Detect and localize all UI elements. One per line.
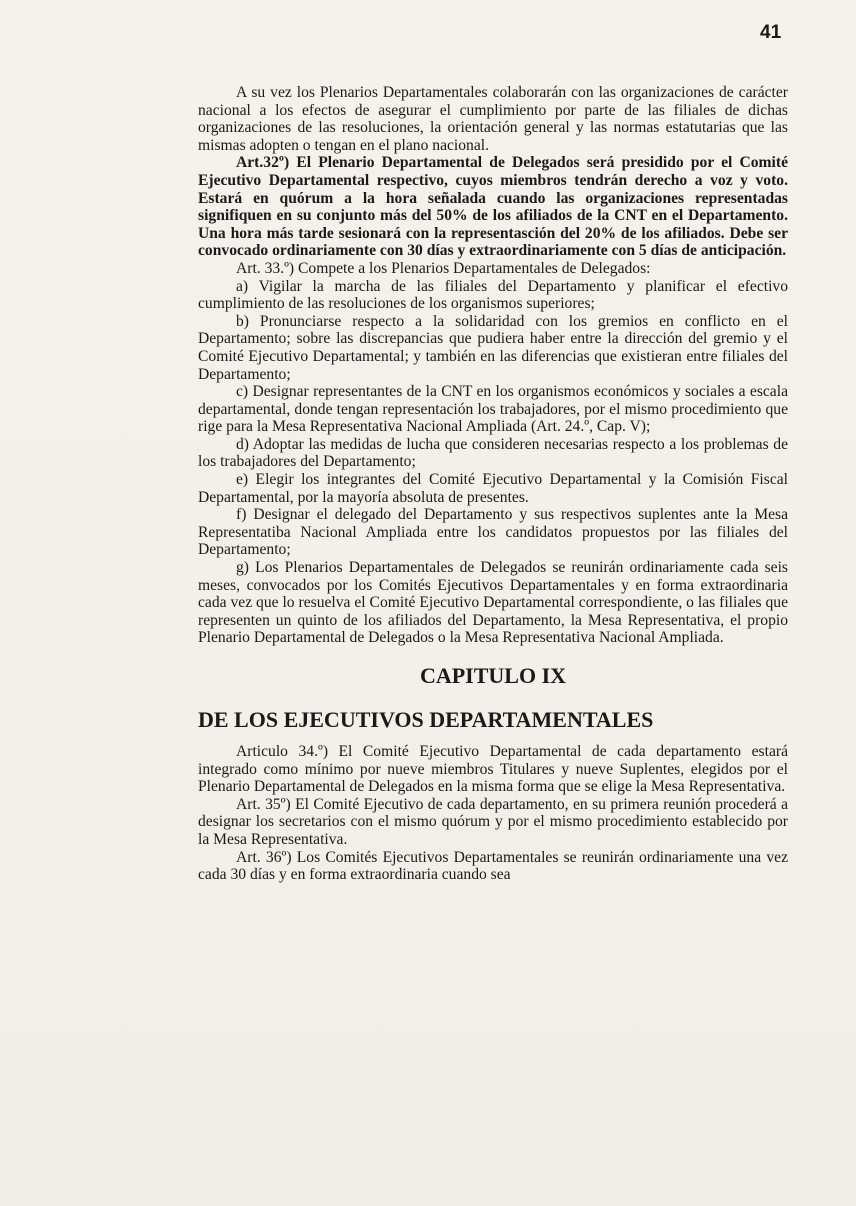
paragraph-plenarios-colaboracion: A su vez los Plenarios Departamentales colaborarán con las organizaciones de carácter nacional a los efectos de asegurar el cumplimiento por parte de las filiales de dichas organizaciones de las resoluciones, la orientación general y las normas estatutarias que las mismas adopten o tengan en el plano nacional. bbox=[198, 84, 788, 154]
article-33-item-b: b) Pronunciarse respecto a la solidaridad con los gremios en conflicto en el Departamento; sobre las discrepancias que pudiera haber entre la dirección del gremio y el Comité Ejecutivo Departamental; y también en las diferencias que existieran entre filiales del Departamento; bbox=[198, 312, 788, 383]
article-34: Articulo 34.º) El Comité Ejecutivo Departamental de cada departamento estará integrado como mínimo por nueve miembros Titulares y nueve Suplentes, elegidos por el Plenario Departamental de Delegados en la misma forma que se elige la Mesa Representativa. bbox=[198, 743, 788, 796]
article-36: Art. 36º) Los Comités Ejecutivos Departamentales se reunirán ordinariamente una vez cada 30 días y en forma extraordinaria cuando sea bbox=[198, 848, 788, 884]
chapter-title: DE LOS EJECUTIVOS DEPARTAMENTALES bbox=[198, 707, 654, 732]
chapter-number: CAPITULO IX bbox=[419, 663, 567, 688]
article-33-item-g: g) Los Plenarios Departamentales de Delegados se reunirán ordinariamente cada seis meses, convocados por los Comités Ejecutivos Departamentales y en forma extraordinaria cada vez que lo resuelva el Comité Ejecutivo Departamental correspondiente, o las filiales que representen un quinto de los afiliados del Departamento, la Mesa Representativa, el propio Plenario Departamental de Delegados o la Mesa Representativa Nacional Ampliada. bbox=[198, 559, 788, 647]
article-33-intro: Art. 33.º) Compete a los Plenarios Departamentales de Delegados: bbox=[236, 259, 651, 277]
article-33-item-d: d) Adoptar las medidas de lucha que consideren necesarias respecto a los problemas de los trabajadores del Departamento; bbox=[198, 435, 788, 471]
article-33-item-a: a) Vigilar la marcha de las filiales del Departamento y planificar el efectivo cumplimiento de las resoluciones de los organismos superiores; bbox=[198, 277, 788, 313]
page-body bbox=[198, 84, 788, 884]
article-33-item-f: f) Designar el delegado del Departamento y sus respectivos suplentes ante la Mesa Representatiba Nacional Ampliada entre los candidatos propuestos por las filiales del Departamento; bbox=[198, 506, 788, 559]
article-33-item-c: c) Designar representantes de la CNT en los organismos económicos y sociales a escala departamental, donde tengan representación los trabajadores, por el mismo procedimiento que rige para la Mesa Representativa Nacional Ampliada (Art. 24.º, Cap. V); bbox=[198, 383, 788, 436]
article-35: Art. 35º) El Comité Ejecutivo de cada departamento, en su primera reunión procederá a designar los secretarios con el mismo quórum y por el mismo procedimiento establecido por la Mesa Representativa. bbox=[198, 795, 788, 848]
article-32: Art.32º) El Plenario Departamental de Delegados será presidido por el Comité Ejecutivo Departamental respectivo, cuyos miembros tendrán derecho a voz y voto. Estará en quórum a la hora señalada cuando las organizaciones representadas signifiquen en su conjunto más del 50% de los afiliados de la CNT en el Departamento. Una hora más tarde sesionará con la representasción del 20% de los afiliados. Debe ser convocado ordinariamente con 30 días y extraordinariamente con 5 días de anticipación. bbox=[198, 154, 788, 260]
page-number: 41 bbox=[760, 22, 782, 43]
article-33-item-e: e) Elegir los integrantes del Comité Ejecutivo Departamental y la Comisión Fiscal Departamental, por la mayoría absoluta de presentes. bbox=[198, 471, 788, 506]
